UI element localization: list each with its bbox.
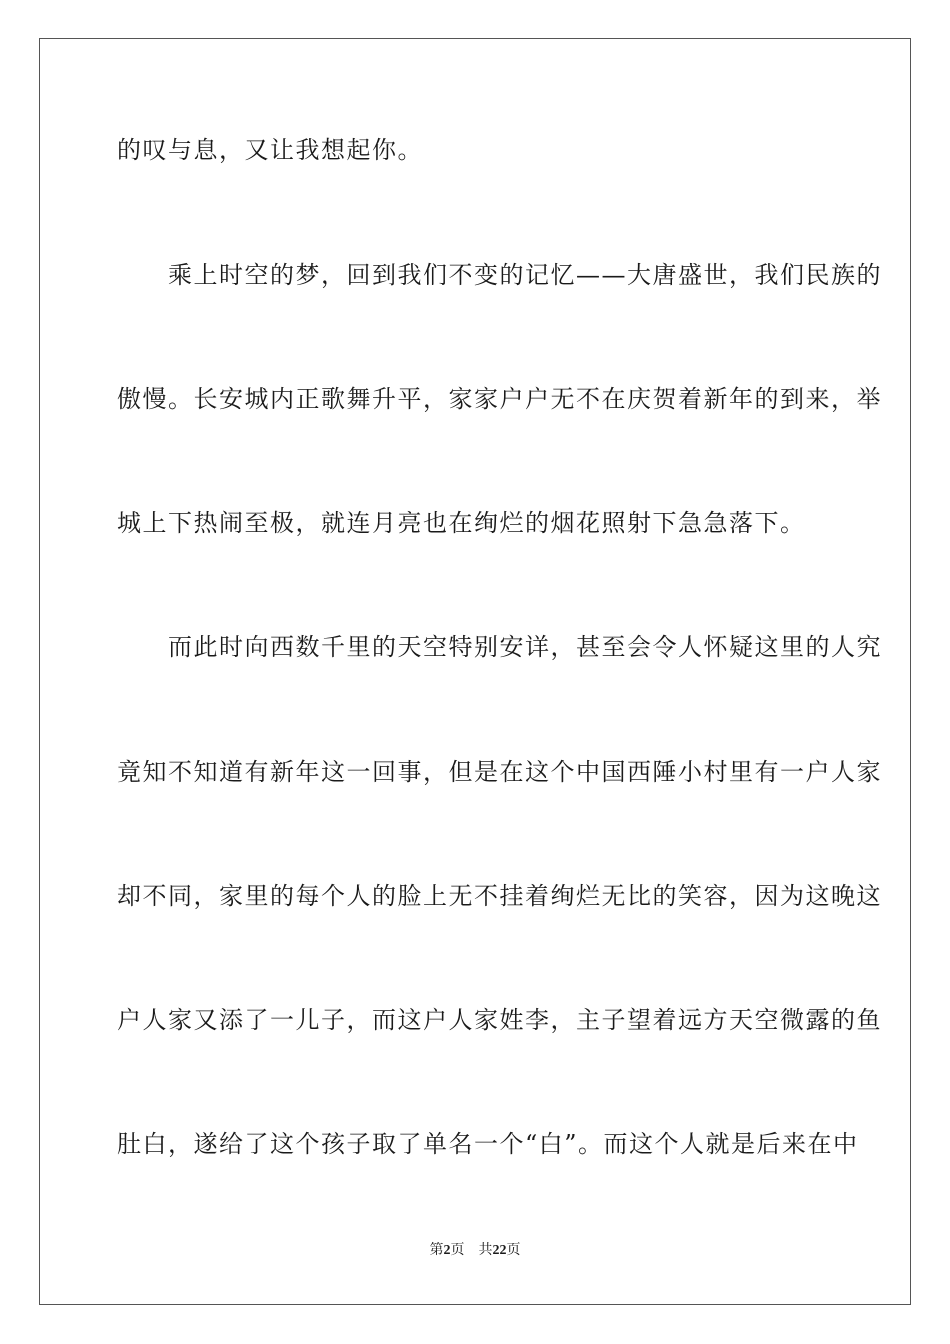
footer-total-prefix: 共: [478, 1243, 493, 1258]
text-line-2: 乘上时空的梦，回到我们不变的记忆——大唐盛世，我们民族的: [117, 261, 882, 289]
text-line-7: 却不同，家里的每个人的脸上无不挂着绚烂无比的笑容，因为这晚这: [117, 882, 882, 910]
page-footer: [0, 1242, 950, 1260]
footer-page-prefix: 第: [429, 1243, 444, 1258]
text-line-9: 肚白，遂给了这个孩子取了单名一个“白”。而这个人就是后来在中: [117, 1130, 859, 1158]
footer-total-pages: 22: [492, 1243, 507, 1258]
footer-page-number: 2: [443, 1243, 451, 1258]
text-line-4: 城上下热闹至极，就连月亮也在绚烂的烟花照射下急急落下。: [117, 509, 806, 537]
text-line-1: 的叹与息，又让我想起你。: [117, 136, 423, 164]
text-line-6: 竟知不知道有新年这一回事，但是在这个中国西陲小村里有一户人家: [117, 758, 882, 786]
text-line-5: 而此时向西数千里的天空特别安详，甚至会令人怀疑这里的人究: [117, 633, 882, 661]
text-line-8: 户人家又添了一儿子，而这户人家姓李，主子望着远方天空微露的鱼: [117, 1006, 882, 1034]
text-line-3: 傲慢。长安城内正歌舞升平，家家户户无不在庆贺着新年的到来，举: [117, 385, 882, 413]
footer-total-suffix: 页: [506, 1243, 521, 1258]
footer-page-suffix: 页: [450, 1243, 465, 1258]
page-frame: [39, 38, 911, 1305]
